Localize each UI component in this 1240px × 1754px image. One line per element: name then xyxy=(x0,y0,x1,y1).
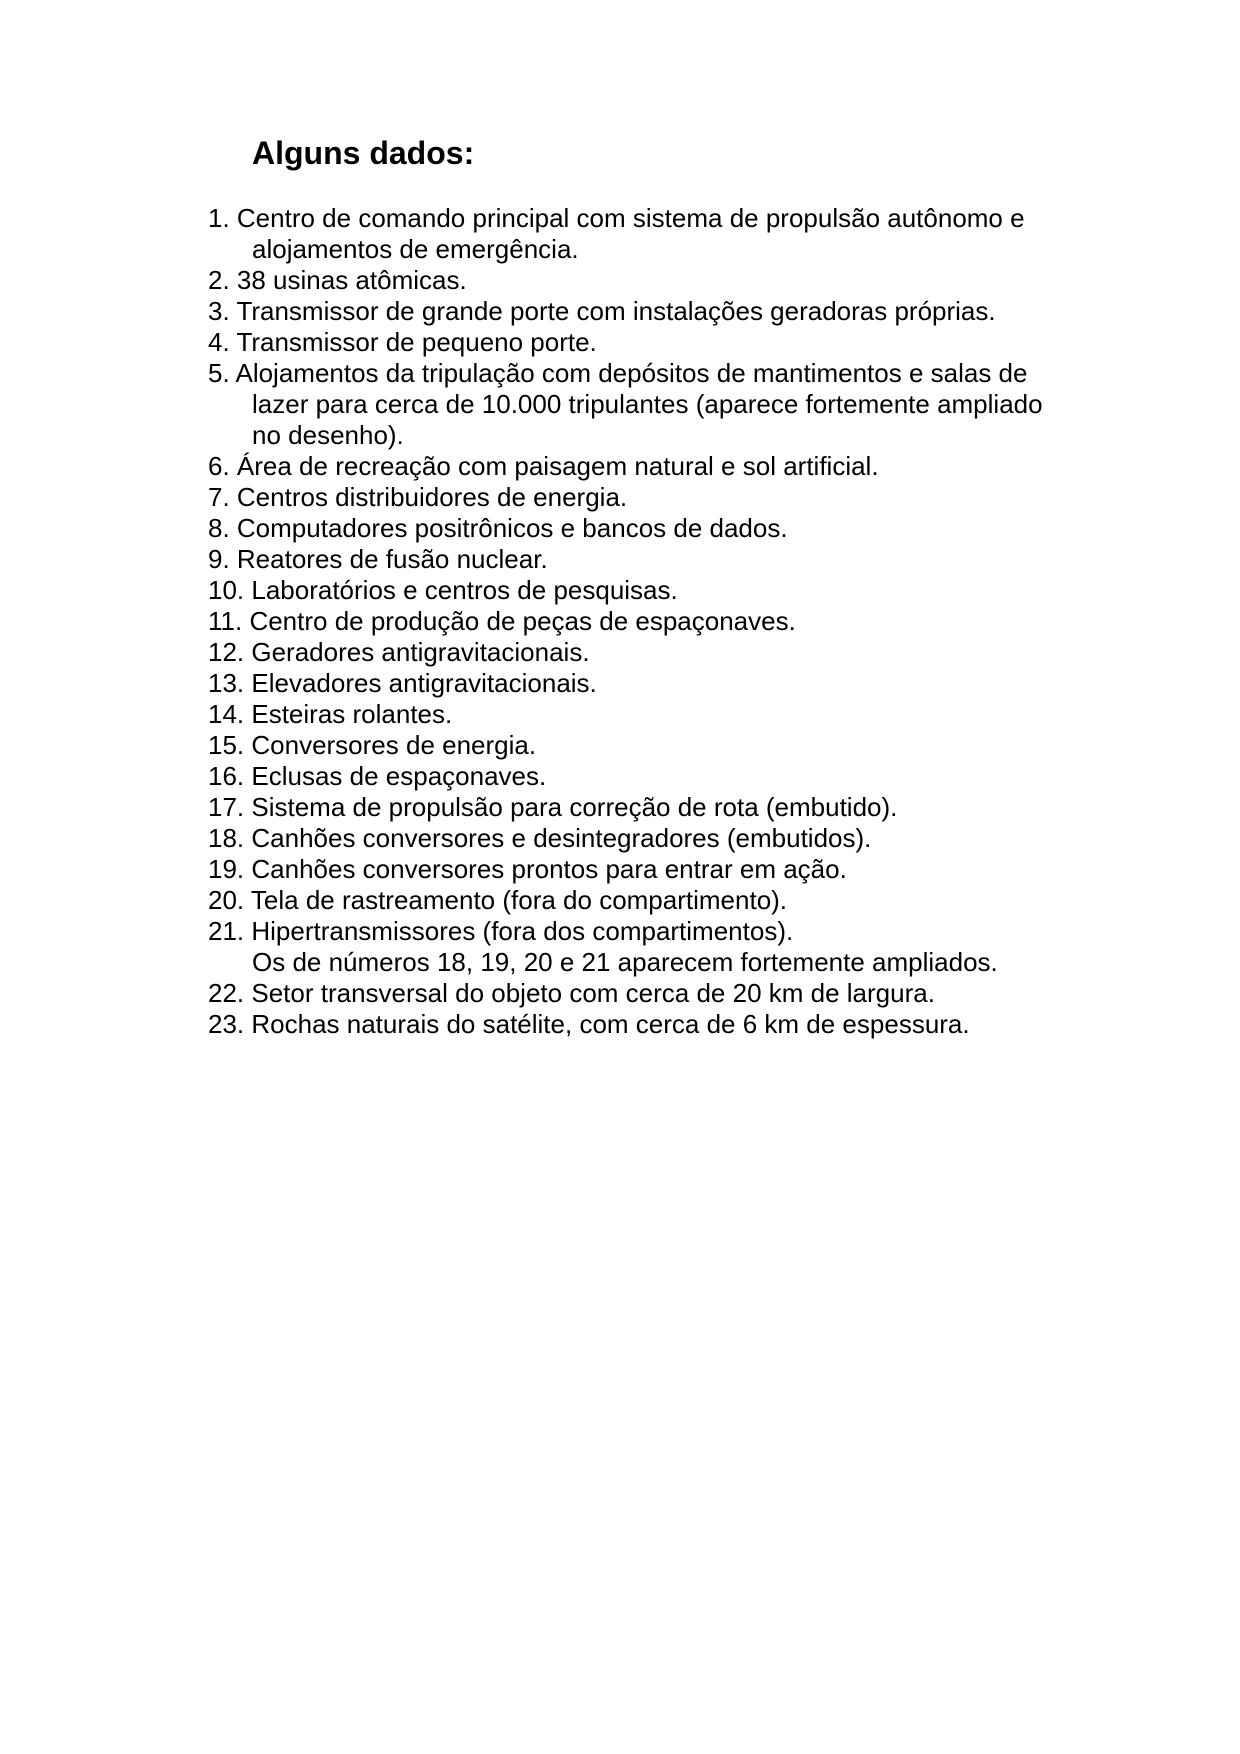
list-item-text: 3. Transmissor de grande porte com instalações geradoras próprias. xyxy=(208,296,996,326)
list-item xyxy=(208,606,1108,637)
list-item xyxy=(208,668,1108,699)
list-item-text: 11. Centro de produção de peças de espaçonaves. xyxy=(208,606,796,636)
list-item-text: 17. Sistema de propulsão para correção de rota (embutido). xyxy=(208,792,898,822)
list-item-text: 4. Transmissor de pequeno porte. xyxy=(208,327,597,357)
list-item xyxy=(208,513,1108,544)
list-item-text: 1. Centro de comando principal com sistema de propulsão autônomo e xyxy=(208,203,1025,233)
page-title: Alguns dados: xyxy=(252,135,475,171)
list-item-text: 12. Geradores antigravitacionais. xyxy=(208,637,590,667)
list-item-text: 18. Canhões conversores e desintegradores (embutidos). xyxy=(208,823,872,853)
list-item xyxy=(208,885,1108,916)
list-item-text: 5. Alojamentos da tripulação com depósitos de mantimentos e salas de xyxy=(208,358,1028,388)
list-item xyxy=(208,637,1108,668)
list-item xyxy=(208,296,1108,327)
list-item-text: 2. 38 usinas atômicas. xyxy=(208,265,467,295)
list-item-text: 8. Computadores positrônicos e bancos de dados. xyxy=(208,513,788,543)
list-item xyxy=(208,699,1108,730)
list-item xyxy=(208,792,1108,823)
list-item xyxy=(208,203,1108,265)
list-item xyxy=(208,451,1108,482)
list-item-text: 13. Elevadores antigravitacionais. xyxy=(208,668,597,698)
list-item xyxy=(208,482,1108,513)
data-list xyxy=(208,203,1108,1040)
list-item-text: 10. Laboratórios e centros de pesquisas. xyxy=(208,575,678,605)
list-item xyxy=(208,1009,1108,1040)
list-item xyxy=(208,358,1108,451)
list-item-continuation: no desenho). xyxy=(252,420,404,450)
list-item xyxy=(208,761,1108,792)
list-item-continuation: lazer para cerca de 10.000 tripulantes (aparece fortemente ampliado xyxy=(252,389,1043,419)
list-item-text: 15. Conversores de energia. xyxy=(208,730,537,760)
list-item-text: 6. Área de recreação com paisagem natural e sol artificial. xyxy=(208,451,879,481)
list-item xyxy=(208,978,1108,1009)
list-item-text: 9. Reatores de fusão nuclear. xyxy=(208,544,548,574)
list-item-text: 22. Setor transversal do objeto com cerca de 20 km de largura. xyxy=(208,978,935,1008)
list-item-text: 20. Tela de rastreamento (fora do compartimento). xyxy=(208,885,788,915)
list-item-text: 14. Esteiras rolantes. xyxy=(208,699,453,729)
list-item-text: 16. Eclusas de espaçonaves. xyxy=(208,761,547,791)
list-item-continuation: alojamentos de emergência. xyxy=(252,234,579,264)
list-item-continuation: Os de números 18, 19, 20 e 21 aparecem fortemente ampliados. xyxy=(252,947,998,977)
list-item xyxy=(208,730,1108,761)
list-item-text: 23. Rochas naturais do satélite, com cerca de 6 km de espessura. xyxy=(208,1009,970,1039)
list-item xyxy=(208,544,1108,575)
list-item xyxy=(208,265,1108,296)
list-item xyxy=(208,916,1108,978)
list-item xyxy=(208,854,1108,885)
list-item xyxy=(208,823,1108,854)
list-item-text: 7. Centros distribuidores de energia. xyxy=(208,482,628,512)
list-item-text: 19. Canhões conversores prontos para entrar em ação. xyxy=(208,854,847,884)
list-item-text: 21. Hipertransmissores (fora dos compartimentos). xyxy=(208,916,794,946)
list-item xyxy=(208,575,1108,606)
list-item xyxy=(208,327,1108,358)
